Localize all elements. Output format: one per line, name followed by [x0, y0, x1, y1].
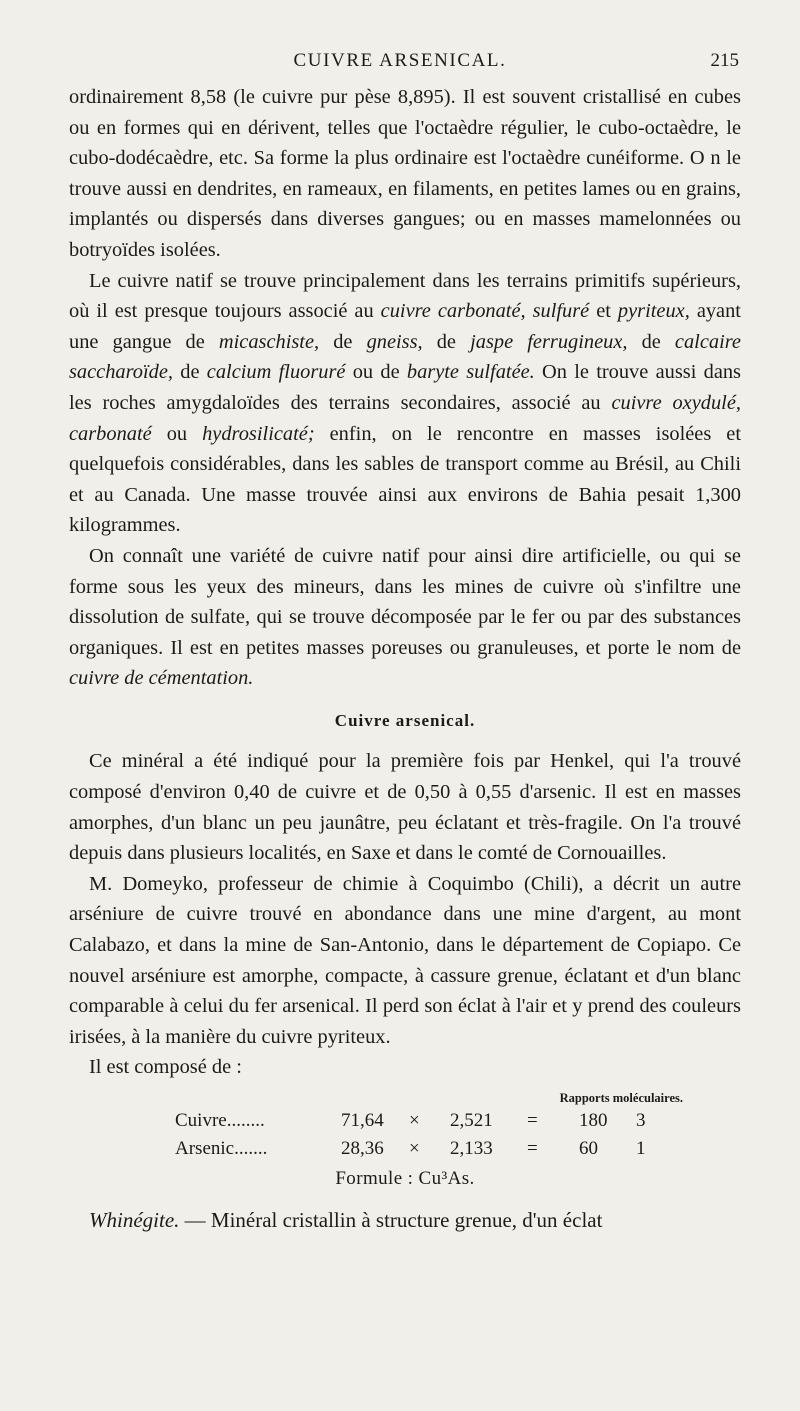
text-run: On le trouve aussi dans les roches amygdaloïdes des terrains secondaires, associé au: [69, 361, 741, 414]
text-run: ou: [151, 422, 203, 445]
page-number: 215: [710, 50, 739, 71]
paragraph-continuation: ordinairement 8,58 (le cuivre pur pèse 8,895). Il est souvent cristallisé en cubes ou en formes qui en dérivent, telles que l'octaèdre régulier, le cubo-octaèdre, le cubo-dodécaèdre, etc. Sa forme la plus ordinaire est l'octaèdre cunéiforme. O n le trouve aussi en dendrites, en rameaux, en filaments, en petites lames ou en grains, implantés ou dispersés dans diverses gangues; ou en masses mamelonnées ou botryoïdes isolées.: [69, 86, 741, 261]
molecular-ratios-header: Rapports moléculaires.: [559, 1091, 683, 1105]
molecular-value: 60: [579, 1138, 598, 1159]
factor-value: 2,133: [450, 1138, 493, 1159]
element-name: Cuivre........: [175, 1110, 265, 1131]
text-run: ayant une gangue de: [69, 300, 741, 353]
composition-table: [69, 1089, 741, 1193]
table-row: [69, 1107, 741, 1135]
mineral-name: cuivre de cémentation.: [69, 667, 254, 690]
ratio-value: 3: [636, 1110, 646, 1131]
text-run: ou de: [345, 361, 407, 384]
mineral-name: cuivre carbonaté, sulfuré: [380, 300, 590, 323]
mineral-name: micaschiste,: [218, 330, 320, 353]
text-run: de: [173, 361, 207, 384]
text-run: — Minéral cristallin à structure grenue, d'un éclat: [179, 1208, 603, 1232]
paragraph-composition-intro: Il est composé de :: [89, 1056, 242, 1079]
running-head: [0, 46, 800, 76]
text-run: enfin, on le rencontre en masses isolées et quelquefois considérables, dans les sables de transport comme au Brésil, au Chili et au Canada. Une masse trouvée ainsi aux environs de Bahia pesait 1,300 kilogrammes.: [69, 422, 741, 537]
body-text: [69, 82, 741, 1236]
times-sign: ×: [409, 1138, 420, 1159]
equals-sign: =: [527, 1110, 538, 1131]
mineral-name: calcaire saccharoïde,: [69, 330, 741, 384]
element-name: Arsenic.......: [175, 1138, 268, 1159]
text-run: de: [319, 330, 367, 353]
ratio-value: 1: [636, 1138, 646, 1159]
text-run: On connaît une variété de cuivre natif pour ainsi dire artificielle, ou qui se forme sous les yeux des mineurs, dans les mines de cuivre où s'infiltre une dissolution de sulfate, qui se trouve décomposée par le fer ou par des substances organiques. Il est en petites masses poreuses ou granuleuses, et porte le nom de: [69, 544, 741, 659]
paragraph-henkel: Ce minéral a été indiqué pour la première fois par Henkel, qui l'a trouvé composé d'environ 0,40 de cuivre et de 0,50 à 0,55 d'arsenic. Il est en masses amorphes, d'un blanc un peu jaunâtre, peu éclatant et très-fragile. On l'a trouvé depuis dans plusieurs localités, en Saxe et dans le comté de Cornouailles.: [69, 750, 741, 865]
section-title: Cuivre arsenical.: [334, 710, 476, 730]
mineral-name: jaspe ferrugineux,: [470, 330, 628, 353]
text-run: de: [422, 330, 471, 353]
paragraph-cementation-copper: [69, 541, 741, 694]
paragraph-native-copper-occurrence: [69, 266, 741, 541]
molecular-value: 180: [579, 1110, 608, 1131]
text-run: et: [589, 300, 618, 323]
equals-sign: =: [527, 1138, 538, 1159]
mineral-name: calcium fluoruré: [206, 361, 346, 384]
text-run: Le cuivre natif se trouve principalement dans les terrains primitifs supérieurs, où il est presque toujours associé au: [69, 269, 741, 323]
factor-value: 2,521: [450, 1110, 493, 1131]
mineral-name: pyriteux,: [617, 300, 690, 323]
mineral-name: gneiss,: [366, 330, 423, 353]
chemical-formula: Formule : Cu³As.: [335, 1168, 475, 1189]
percent-value: 71,64: [341, 1110, 384, 1131]
mineral-name: hydrosilicaté;: [202, 422, 315, 445]
mineral-term: Whinégite.: [89, 1208, 180, 1232]
paragraph-whinegite: [69, 1205, 741, 1236]
table-row: [69, 1135, 741, 1163]
mineral-name: cuivre oxydulé, carbonaté: [69, 391, 741, 445]
text-run: de: [627, 330, 675, 353]
running-title: CUIVRE ARSENICAL.: [293, 50, 507, 71]
paragraph-domeyko: M. Domeyko, professeur de chimie à Coquimbo (Chili), a décrit un autre arséniure de cuivre trouvé en abondance dans une mine d'argent, au mont Calabazo, et dans la mine de San-Antonio, dans le département de Copiapo. Ce nouvel arséniure est amorphe, compacte, à cassure grenue, éclatant et d'un blanc comparable à celui du fer arsenical. Il perd son éclat à l'air et y prend des couleurs irisées, à la manière du cuivre pyriteux.: [69, 872, 741, 1048]
mineral-name: baryte sulfatée.: [406, 361, 535, 384]
percent-value: 28,36: [341, 1138, 384, 1159]
times-sign: ×: [409, 1110, 420, 1131]
